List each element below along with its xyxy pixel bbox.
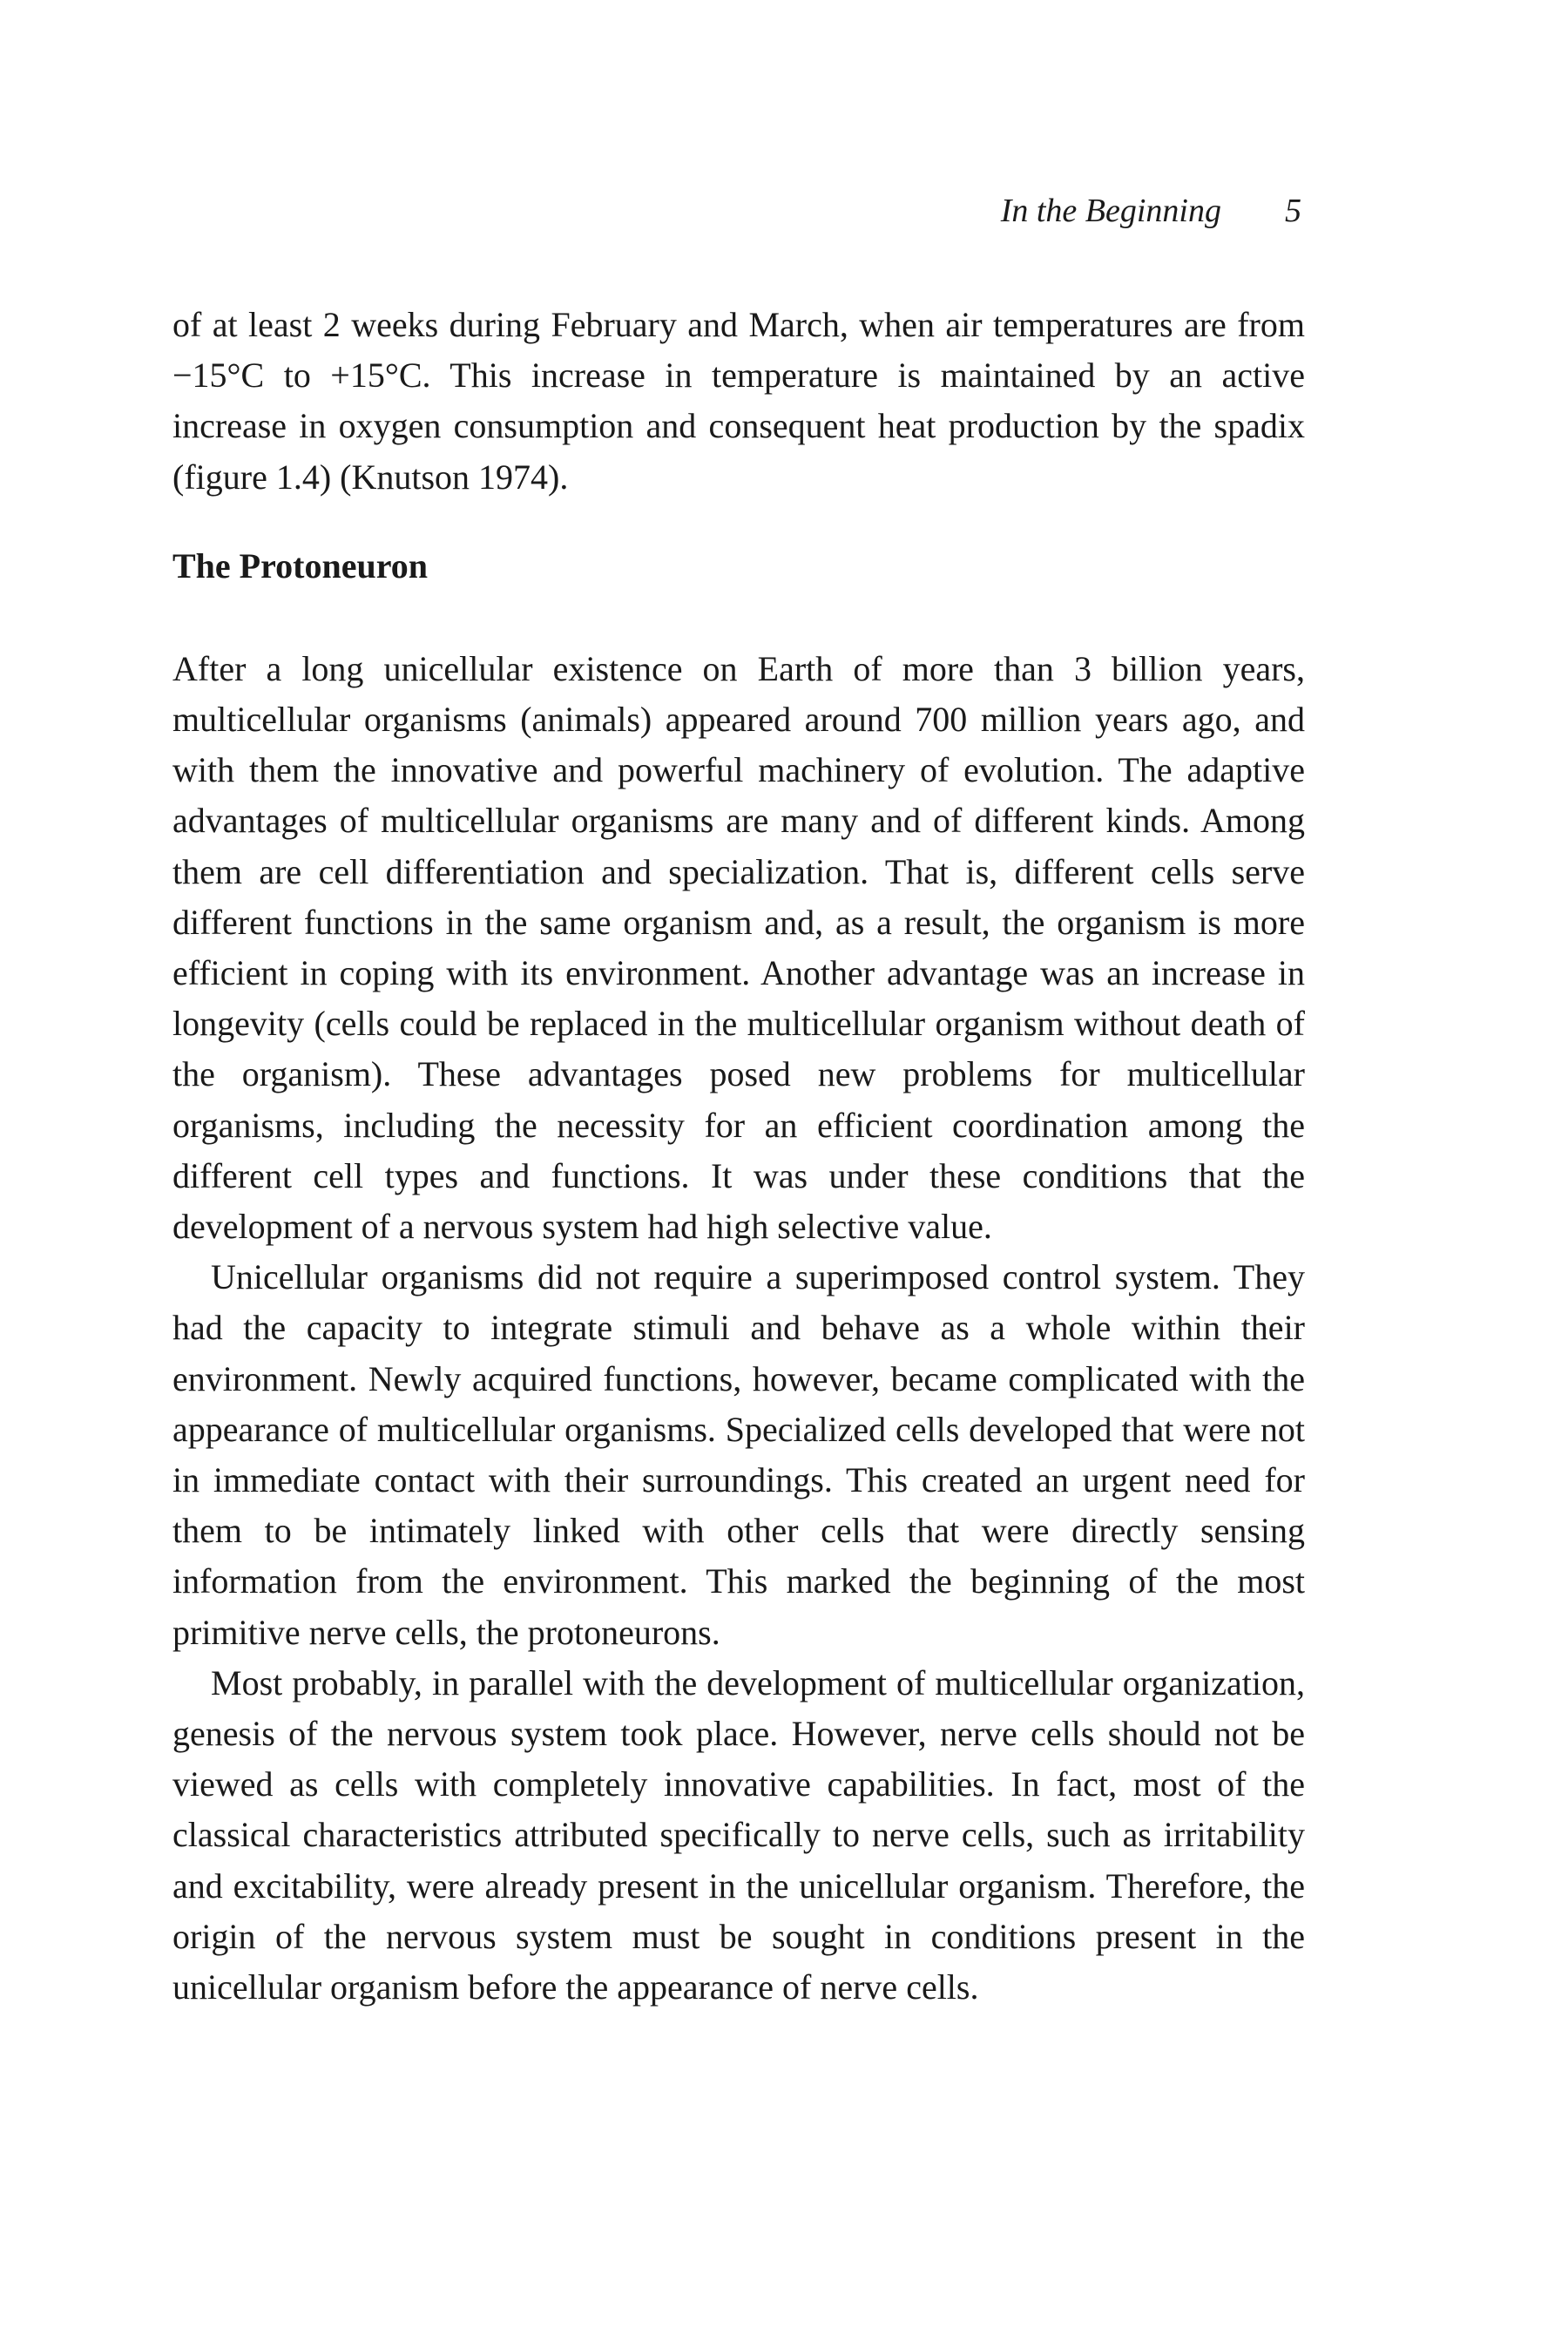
paragraph: Most probably, in parallel with the development of multicellular organization, genesis of the nervous system took place. However, nerve cells should not be viewed as cells with completely innovative capabilities. In fact, most of the classical characteristics attributed specifically to nerve cells, such as irritability and excitability, were already present in the unicellular organism. Therefore, the origin of the nervous system must be sought in conditions present in the unicellular organism before the appearance of nerve cells. bbox=[172, 1662, 1305, 2007]
body-text bbox=[172, 300, 1305, 2013]
paragraph: Unicellular organisms did not require a superimposed control system. They had the capacity to integrate stimuli and behave as a whole within their environment. Newly acquired functions, however, became complicated with the appearance of multicellular organisms. Specialized cells developed that were not in immediate contact with their surroundings. This created an urgent need for them to be intimately linked with other cells that were directly sensing information from the environment. This marked the beginning of the most primitive nerve cells, the protoneurons. bbox=[172, 1257, 1305, 1652]
running-head bbox=[172, 185, 1301, 237]
section-heading: The Protoneuron bbox=[172, 545, 428, 586]
page-number: 5 bbox=[1285, 193, 1301, 229]
paragraph-continued: of at least 2 weeks during February and March, when air temperatures are from −15°C to +15°C. This increase in temperature is maintained by an active increase in oxygen consumption and consequent heat production by the spadix (figure 1.4) (Knutson 1974). bbox=[172, 305, 1305, 497]
paragraph: After a long unicellular existence on Earth of more than 3 billion years, multicellular organisms (animals) appeared around 700 million years ago, and with them the innovative and powerful machinery of evolution. The adaptive advantages of multicellular organisms are many and of different kinds. Among them are cell differentiation and specialization. That is, different cells serve different functions in the same organism and, as a result, the organism is more efficient in coping with its environment. Another advantage was an increase in longevity (cells could be replaced in the multicellular organism without death of the organism). These advantages posed new problems for multicellular organisms, including the necessity for an efficient coordination among the different cell types and functions. It was under these conditions that the development of a nervous system had high selective value. bbox=[172, 648, 1305, 1247]
running-head-title: In the Beginning bbox=[1000, 193, 1221, 229]
